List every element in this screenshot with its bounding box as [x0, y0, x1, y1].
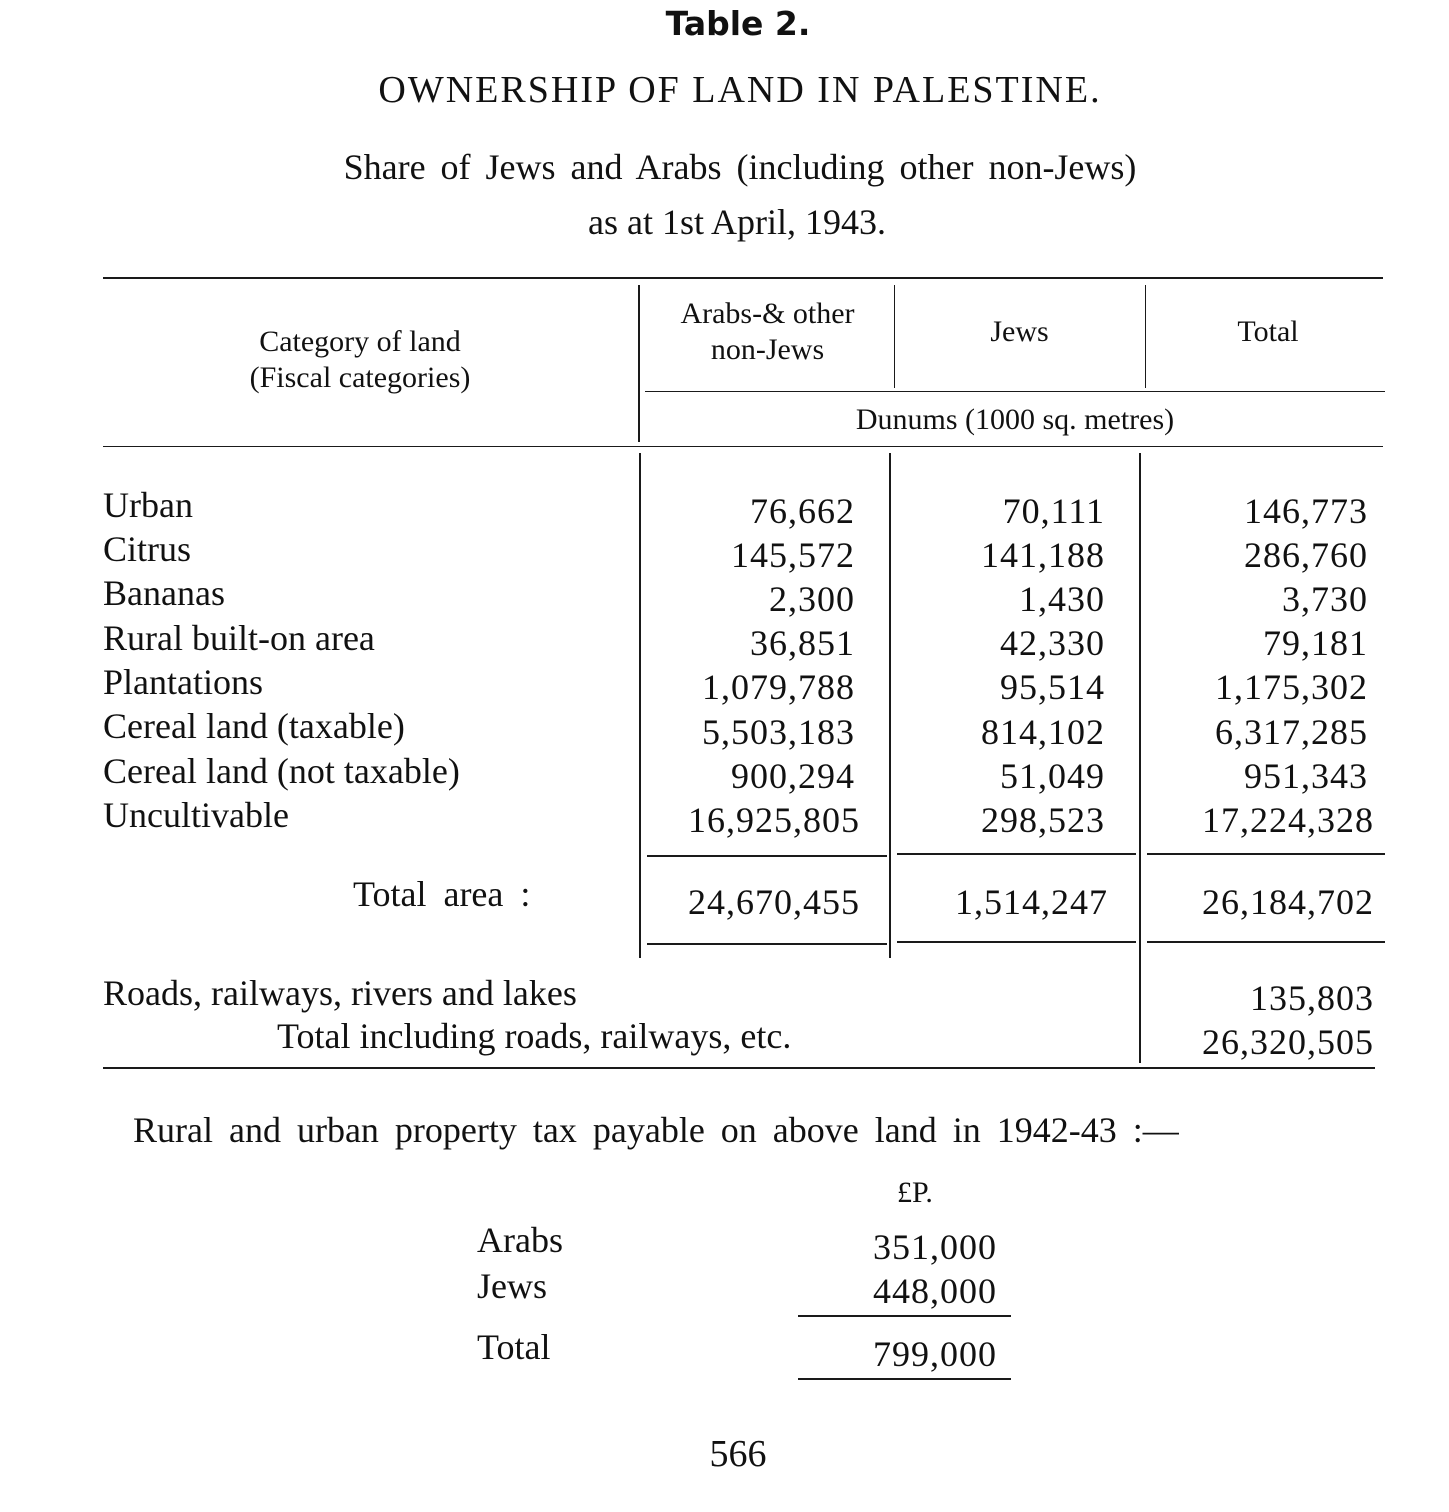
row-total-value: 6,317,285 — [1215, 712, 1368, 752]
subtitle-line-1: Share of Jews and Arabs (including other non-Jews) — [343, 147, 1137, 187]
row-arabs-value: 2,300 — [769, 579, 855, 619]
subtotal-rule-arabs — [647, 855, 887, 857]
row-arabs-value: 145,572 — [731, 535, 855, 575]
tax-label: Jews — [477, 1266, 547, 1306]
tax-heading: Rural and urban property tax payable on above land in 1942-43 :— — [133, 1110, 1179, 1150]
grand-total-label: Total including roads, railways, etc. — [277, 1016, 792, 1056]
row-total-value: 951,343 — [1244, 756, 1368, 796]
subtitle-line-2: as at 1st April, 1943. — [588, 202, 886, 242]
tax-value: 448,000 — [873, 1271, 997, 1311]
row-category: Cereal land (taxable) — [103, 706, 405, 746]
row-total-value: 3,730 — [1282, 579, 1368, 619]
row-jews-value: 298,523 — [981, 800, 1105, 840]
tax-total-value: 799,000 — [873, 1334, 997, 1374]
row-total-value: 286,760 — [1244, 535, 1368, 575]
row-jews-value: 42,330 — [1000, 623, 1105, 663]
roads-label: Roads, railways, rivers and lakes — [103, 973, 577, 1013]
row-total-value: 17,224,328 — [1202, 800, 1374, 840]
tax-total-rule — [798, 1378, 1011, 1380]
row-arabs-value: 900,294 — [731, 756, 855, 796]
row-category: Bananas — [103, 573, 225, 613]
total-area-rule-jews — [897, 941, 1136, 943]
row-total-value: 146,773 — [1244, 491, 1368, 531]
total-area-jews: 1,514,247 — [955, 882, 1108, 922]
header-units: Dunums (1000 sq. metres) — [855, 403, 1175, 436]
row-arabs-value: 36,851 — [750, 623, 855, 663]
header-mid-rule — [645, 391, 1385, 392]
row-arabs-value: 5,503,183 — [702, 712, 855, 752]
table-bottom-rule — [103, 1067, 1375, 1069]
row-jews-value: 1,430 — [1019, 579, 1105, 619]
header-bottom-rule — [103, 446, 1383, 447]
row-category: Plantations — [103, 662, 263, 702]
total-area-rule-arabs — [647, 943, 887, 945]
subtotal-rule-jews — [897, 853, 1136, 855]
row-total-value: 1,175,302 — [1215, 667, 1368, 707]
row-total-value: 79,181 — [1263, 623, 1368, 663]
header-divider-1 — [638, 285, 640, 442]
row-arabs-value: 76,662 — [750, 491, 855, 531]
row-category: Urban — [103, 485, 193, 525]
total-area-rule-total — [1147, 941, 1385, 943]
header-jews: Jews — [990, 315, 1049, 348]
total-area-arabs: 24,670,455 — [688, 882, 860, 922]
total-area-label: Total area : — [353, 874, 531, 914]
header-category-line-2: (Fiscal categories) — [249, 361, 471, 394]
tax-value: 351,000 — [873, 1227, 997, 1267]
table-top-rule — [103, 277, 1383, 279]
tax-total-label: Total — [477, 1327, 551, 1367]
row-jews-value: 70,111 — [1002, 491, 1105, 531]
tax-label: Arabs — [477, 1220, 563, 1260]
header-category-line-1: Category of land — [259, 325, 461, 358]
page-number: 566 — [709, 1433, 767, 1475]
row-jews-value: 95,514 — [1000, 667, 1105, 707]
row-arabs-value: 1,079,788 — [702, 667, 855, 707]
row-category: Citrus — [103, 529, 192, 569]
header-divider-3 — [1145, 285, 1146, 388]
header-category — [160, 324, 560, 396]
table-label: Table 2. — [665, 4, 811, 43]
header-arabs — [645, 296, 890, 368]
row-category: Cereal land (not taxable) — [103, 751, 460, 791]
total-area-total: 26,184,702 — [1202, 882, 1374, 922]
row-category: Uncultivable — [103, 795, 289, 835]
row-jews-value: 141,188 — [981, 535, 1105, 575]
tax-sum-rule — [798, 1315, 1011, 1317]
row-jews-value: 814,102 — [981, 712, 1105, 752]
header-total: Total — [1237, 315, 1299, 348]
row-arabs-value: 16,925,805 — [688, 800, 860, 840]
tax-currency: £P. — [897, 1176, 933, 1209]
roads-total: 135,803 — [1250, 978, 1374, 1018]
header-arabs-line-1: Arabs-& other — [680, 297, 855, 330]
header-arabs-line-2: non-Jews — [710, 333, 825, 366]
row-jews-value: 51,049 — [1000, 756, 1105, 796]
grand-total-value: 26,320,505 — [1202, 1022, 1374, 1062]
row-category: Rural built-on area — [103, 618, 375, 658]
page-title: OWNERSHIP OF LAND IN PALESTINE. — [378, 69, 1102, 111]
header-divider-2 — [894, 285, 895, 388]
subtotal-rule-total — [1147, 853, 1385, 855]
